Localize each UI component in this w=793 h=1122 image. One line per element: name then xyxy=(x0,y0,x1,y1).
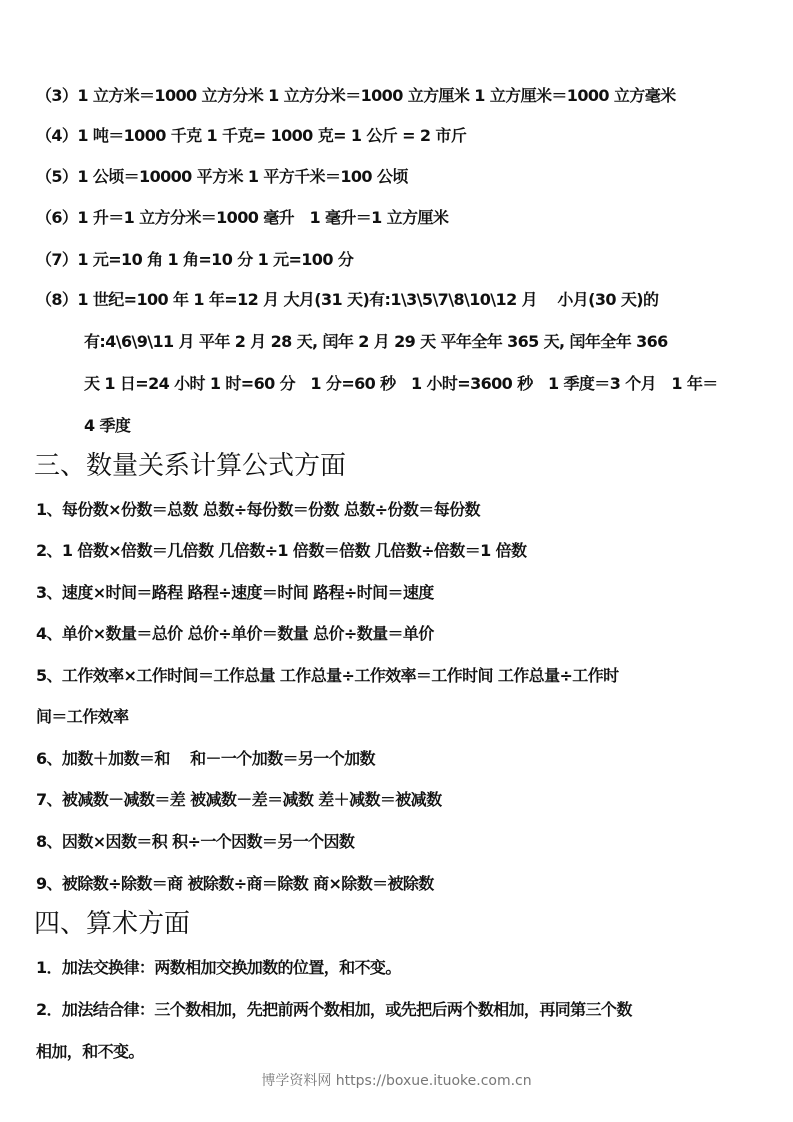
section-four-heading: 四、算术方面 xyxy=(34,909,191,939)
formula-item-3: 3、速度×时间＝路程 路程÷速度＝时间 路程÷时间＝速度 xyxy=(36,583,434,602)
unit-item-3: （3）1 立方米＝1000 立方分米 1 立方分米＝1000 立方厘米 1 立方厘米＝1000 立方毫米 xyxy=(36,86,676,105)
unit-item-8-line-3: 天 1 日=24 小时 1 时=60 分 1 分=60 秒 1 小时=3600 秒 1 季度＝3 个月 1 年＝ xyxy=(84,374,718,393)
formula-item-7: 7、被减数－减数＝差 被减数－差＝减数 差＋减数＝被减数 xyxy=(36,790,442,809)
law-item-2-line-1: 2．加法结合律：三个数相加，先把前两个数相加，或先把后两个数相加，再同第三个数 xyxy=(36,1000,632,1019)
formula-item-5-line-1: 5、工作效率×工作时间＝工作总量 工作总量÷工作效率＝工作时间 工作总量÷工作时 xyxy=(36,666,619,685)
unit-item-8-line-2: 有:4\6\9\11 月 平年 2 月 28 天, 闰年 2 月 29 天 平年全年 365 天, 闰年全年 366 xyxy=(84,332,668,351)
formula-item-1: 1、每份数×份数＝总数 总数÷每份数＝份数 总数÷份数＝每份数 xyxy=(36,500,480,519)
unit-item-8-line-4: 4 季度 xyxy=(84,416,131,435)
law-item-1: 1．加法交换律：两数相加交换加数的位置，和不变。 xyxy=(36,958,401,977)
unit-item-4: （4）1 吨＝1000 千克 1 千克= 1000 克= 1 公斤 = 2 市斤 xyxy=(36,126,467,145)
unit-item-7: （7）1 元=10 角 1 角=10 分 1 元=100 分 xyxy=(36,250,354,269)
formula-item-8: 8、因数×因数＝积 积÷一个因数＝另一个因数 xyxy=(36,832,355,851)
footer-watermark: 博学资料网 https://boxue.ituoke.com.cn xyxy=(261,1073,532,1089)
section-three-heading: 三、数量关系计算公式方面 xyxy=(34,451,347,481)
unit-item-8-line-1: （8）1 世纪=100 年 1 年=12 月 大月(31 天)有:1\3\5\7\8\10\12 月 小月(30 天)的 xyxy=(36,290,659,309)
law-item-2-line-2: 相加，和不变。 xyxy=(36,1042,144,1061)
formula-item-4: 4、单价×数量＝总价 总价÷单价＝数量 总价÷数量＝单价 xyxy=(36,624,434,643)
formula-item-5-line-2: 间＝工作效率 xyxy=(36,707,129,726)
formula-item-9: 9、被除数÷除数＝商 被除数÷商＝除数 商×除数＝被除数 xyxy=(36,874,434,893)
unit-item-5: （5）1 公顷＝10000 平方米 1 平方千米＝100 公顷 xyxy=(36,167,408,186)
formula-item-2: 2、1 倍数×倍数＝几倍数 几倍数÷1 倍数＝倍数 几倍数÷倍数＝1 倍数 xyxy=(36,541,527,560)
unit-item-6: （6）1 升＝1 立方分米＝1000 毫升 1 毫升＝1 立方厘米 xyxy=(36,208,449,227)
formula-item-6: 6、加数＋加数＝和 和－一个加数＝另一个加数 xyxy=(36,749,375,768)
